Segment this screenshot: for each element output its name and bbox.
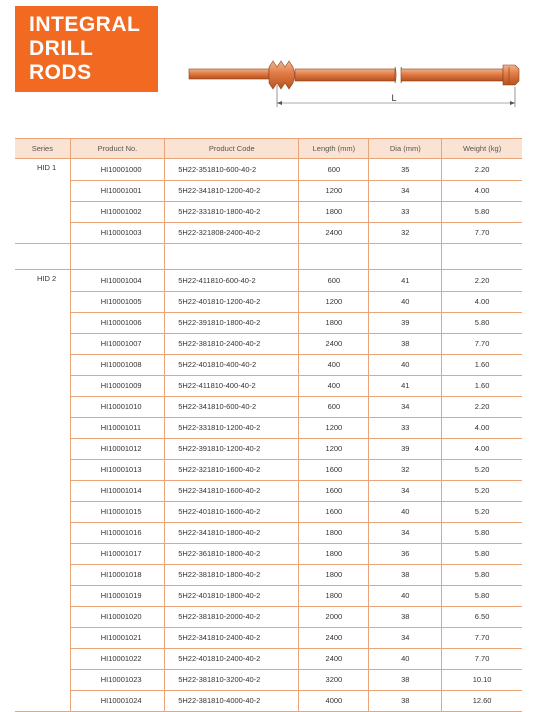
weight-cell: 4.00 — [442, 417, 522, 438]
dia-cell: 32 — [369, 222, 442, 244]
length-cell: 600 — [299, 270, 369, 292]
length-cell: 1600 — [299, 459, 369, 480]
product-no-cell: HI10001013 — [70, 459, 165, 480]
length-cell: 600 — [299, 159, 369, 181]
length-cell: 1600 — [299, 501, 369, 522]
series-cell — [15, 585, 70, 606]
weight-cell: 7.70 — [442, 627, 522, 648]
dia-cell: 39 — [369, 438, 442, 459]
weight-cell: 5.80 — [442, 585, 522, 606]
table-row — [15, 159, 522, 181]
length-cell: 400 — [299, 354, 369, 375]
col-header-dia: Dia (mm) — [369, 139, 442, 159]
product-no-cell: HI10001006 — [70, 312, 165, 333]
col-header-product-no: Product No. — [70, 139, 165, 159]
series-cell — [15, 627, 70, 648]
table-row — [15, 438, 522, 459]
dia-cell: 40 — [369, 291, 442, 312]
series-cell — [15, 354, 70, 375]
length-cell: 1200 — [299, 180, 369, 201]
series-cell — [15, 480, 70, 501]
weight-cell: 2.20 — [442, 396, 522, 417]
length-dimension-label: L — [391, 93, 397, 103]
length-cell: 1200 — [299, 291, 369, 312]
table-row — [15, 627, 522, 648]
col-header-series: Series — [15, 139, 70, 159]
series-cell — [15, 543, 70, 564]
length-cell: 1200 — [299, 417, 369, 438]
dia-cell: 38 — [369, 564, 442, 585]
dia-cell: 40 — [369, 648, 442, 669]
dia-cell: 38 — [369, 333, 442, 354]
drill-rod-spec-table — [15, 138, 522, 712]
weight-cell: 12.60 — [442, 690, 522, 712]
product-no-cell: HI10001012 — [70, 438, 165, 459]
length-cell: 4000 — [299, 690, 369, 712]
table-row — [15, 291, 522, 312]
series-cell — [15, 180, 70, 201]
product-code-cell: 5H22-401810-1600-40-2 — [165, 501, 299, 522]
length-cell: 2400 — [299, 648, 369, 669]
series-cell — [15, 522, 70, 543]
title-line-2: DRILL — [29, 37, 94, 60]
table-row — [15, 333, 522, 354]
weight-cell: 5.20 — [442, 501, 522, 522]
weight-cell: 5.80 — [442, 312, 522, 333]
series-cell — [15, 291, 70, 312]
product-no-cell: HI10001004 — [70, 270, 165, 292]
series-cell: HID 2 — [37, 274, 57, 283]
length-cell: 1200 — [299, 438, 369, 459]
spacer-cell — [369, 244, 442, 270]
series-cell — [15, 333, 70, 354]
dia-cell: 34 — [369, 480, 442, 501]
product-no-cell: HI10001024 — [70, 690, 165, 712]
series-cell — [15, 222, 70, 244]
title-banner — [15, 6, 158, 92]
product-code-cell: 5H22-331810-1800-40-2 — [165, 201, 299, 222]
table-row — [15, 669, 522, 690]
dia-cell: 35 — [369, 159, 442, 181]
product-code-cell: 5H22-341810-1200-40-2 — [165, 180, 299, 201]
dia-cell: 38 — [369, 669, 442, 690]
series-cell: HID 1 — [37, 163, 57, 172]
dia-cell: 40 — [369, 585, 442, 606]
length-cell: 1800 — [299, 564, 369, 585]
weight-cell: 6.50 — [442, 606, 522, 627]
weight-cell: 2.20 — [442, 159, 522, 181]
title-line-3: RODS — [29, 61, 92, 84]
length-cell: 1800 — [299, 312, 369, 333]
product-code-cell: 5H22-341810-2400-40-2 — [165, 627, 299, 648]
table-row — [15, 417, 522, 438]
spacer-cell — [442, 244, 522, 270]
length-cell: 1800 — [299, 543, 369, 564]
product-code-cell: 5H22-341810-600-40-2 — [165, 396, 299, 417]
product-code-cell: 5H22-381810-2400-40-2 — [165, 333, 299, 354]
product-code-cell: 5H22-411810-600-40-2 — [165, 270, 299, 292]
series-cell — [15, 201, 70, 222]
product-no-cell: HI10001002 — [70, 201, 165, 222]
series-cell — [15, 501, 70, 522]
series-cell — [15, 375, 70, 396]
length-cell: 600 — [299, 396, 369, 417]
dia-cell: 38 — [369, 690, 442, 712]
product-no-cell: HI10001001 — [70, 180, 165, 201]
spacer-cell — [15, 244, 70, 270]
product-code-cell: 5H22-401810-400-40-2 — [165, 354, 299, 375]
dia-cell: 34 — [369, 396, 442, 417]
table-row — [15, 585, 522, 606]
product-code-cell: 5H22-381810-3200-40-2 — [165, 669, 299, 690]
series-cell — [15, 312, 70, 333]
length-cell: 2000 — [299, 606, 369, 627]
col-header-product-code: Product Code — [165, 139, 299, 159]
product-code-cell: 5H22-331810-1200-40-2 — [165, 417, 299, 438]
length-cell: 2400 — [299, 222, 369, 244]
title-line-1: INTEGRAL — [29, 13, 141, 36]
length-cell: 1600 — [299, 480, 369, 501]
weight-cell: 5.80 — [442, 201, 522, 222]
table-body — [15, 159, 522, 712]
series-cell — [15, 564, 70, 585]
product-code-cell: 5H22-411810-400-40-2 — [165, 375, 299, 396]
table-row — [15, 543, 522, 564]
product-no-cell: HI10001010 — [70, 396, 165, 417]
product-code-cell: 5H22-321808-2400-40-2 — [165, 222, 299, 244]
table-row — [15, 222, 522, 244]
dia-cell: 34 — [369, 627, 442, 648]
product-code-cell: 5H22-391810-1200-40-2 — [165, 438, 299, 459]
product-code-cell: 5H22-401810-2400-40-2 — [165, 648, 299, 669]
table-row — [15, 690, 522, 712]
table-row — [15, 375, 522, 396]
dia-cell: 41 — [369, 270, 442, 292]
table-row — [15, 648, 522, 669]
product-no-cell: HI10001020 — [70, 606, 165, 627]
product-no-cell: HI10001023 — [70, 669, 165, 690]
weight-cell: 5.80 — [442, 543, 522, 564]
product-code-cell: 5H22-401810-1200-40-2 — [165, 291, 299, 312]
product-no-cell: HI10001018 — [70, 564, 165, 585]
product-no-cell: HI10001021 — [70, 627, 165, 648]
product-no-cell: HI10001011 — [70, 417, 165, 438]
spacer-cell — [165, 244, 299, 270]
weight-cell: 5.80 — [442, 564, 522, 585]
weight-cell: 7.70 — [442, 222, 522, 244]
spacer-cell — [70, 244, 165, 270]
spacer-cell — [299, 244, 369, 270]
product-code-cell: 5H22-321810-1600-40-2 — [165, 459, 299, 480]
weight-cell: 4.00 — [442, 291, 522, 312]
col-header-weight: Weight (kg) — [442, 139, 522, 159]
series-cell — [15, 417, 70, 438]
bit-icon — [503, 65, 519, 85]
length-cell: 3200 — [299, 669, 369, 690]
product-code-cell: 5H22-361810-1800-40-2 — [165, 543, 299, 564]
product-code-cell: 5H22-341810-1600-40-2 — [165, 480, 299, 501]
weight-cell: 7.70 — [442, 648, 522, 669]
table-row — [15, 354, 522, 375]
product-no-cell: HI10001016 — [70, 522, 165, 543]
product-code-cell: 5H22-401810-1800-40-2 — [165, 585, 299, 606]
weight-cell: 1.60 — [442, 375, 522, 396]
weight-cell: 5.80 — [442, 522, 522, 543]
table-row — [15, 501, 522, 522]
weight-cell: 7.70 — [442, 333, 522, 354]
weight-cell: 1.60 — [442, 354, 522, 375]
length-cell: 1800 — [299, 522, 369, 543]
dia-cell: 40 — [369, 354, 442, 375]
dia-cell: 32 — [369, 459, 442, 480]
length-cell: 2400 — [299, 627, 369, 648]
table-row — [15, 396, 522, 417]
weight-cell: 2.20 — [442, 270, 522, 292]
product-code-cell: 5H22-381810-1800-40-2 — [165, 564, 299, 585]
weight-cell: 5.20 — [442, 459, 522, 480]
product-no-cell: HI10001008 — [70, 354, 165, 375]
dia-cell: 33 — [369, 201, 442, 222]
dia-cell: 38 — [369, 606, 442, 627]
dia-cell: 40 — [369, 501, 442, 522]
table-row — [15, 312, 522, 333]
product-no-cell: HI10001015 — [70, 501, 165, 522]
table-row — [15, 480, 522, 501]
table-row — [15, 180, 522, 201]
series-cell — [15, 438, 70, 459]
table-row — [15, 201, 522, 222]
product-no-cell: HI10001009 — [70, 375, 165, 396]
product-code-cell: 5H22-381810-4000-40-2 — [165, 690, 299, 712]
length-cell: 2400 — [299, 333, 369, 354]
table-row — [15, 459, 522, 480]
series-cell — [15, 669, 70, 690]
col-header-length: Length (mm) — [299, 139, 369, 159]
table-row — [15, 564, 522, 585]
product-no-cell: HI10001022 — [70, 648, 165, 669]
dia-cell: 36 — [369, 543, 442, 564]
dia-cell: 34 — [369, 180, 442, 201]
product-code-cell: 5H22-341810-1800-40-2 — [165, 522, 299, 543]
product-code-cell: 5H22-391810-1800-40-2 — [165, 312, 299, 333]
collar-icon — [269, 61, 295, 89]
series-cell — [15, 690, 70, 712]
weight-cell: 4.00 — [442, 180, 522, 201]
dia-cell: 39 — [369, 312, 442, 333]
product-no-cell: HI10001019 — [70, 585, 165, 606]
product-code-cell: 5H22-351810-600-40-2 — [165, 159, 299, 181]
product-code-cell: 5H22-381810-2000-40-2 — [165, 606, 299, 627]
product-no-cell: HI10001017 — [70, 543, 165, 564]
product-no-cell: HI10001014 — [70, 480, 165, 501]
length-cell: 1800 — [299, 201, 369, 222]
drill-rod-diagram — [185, 55, 525, 111]
table-row — [15, 606, 522, 627]
product-no-cell: HI10001007 — [70, 333, 165, 354]
dia-cell: 34 — [369, 522, 442, 543]
length-cell: 1800 — [299, 585, 369, 606]
series-cell — [15, 459, 70, 480]
series-cell — [15, 396, 70, 417]
series-cell — [15, 648, 70, 669]
dia-cell: 33 — [369, 417, 442, 438]
product-no-cell: HI10001003 — [70, 222, 165, 244]
product-no-cell: HI10001000 — [70, 159, 165, 181]
series-cell — [15, 606, 70, 627]
product-no-cell: HI10001005 — [70, 291, 165, 312]
dia-cell: 41 — [369, 375, 442, 396]
weight-cell: 5.20 — [442, 480, 522, 501]
weight-cell: 10.10 — [442, 669, 522, 690]
table-header-row — [15, 139, 522, 159]
table-row — [15, 522, 522, 543]
length-cell: 400 — [299, 375, 369, 396]
weight-cell: 4.00 — [442, 438, 522, 459]
group-spacer-row — [15, 244, 522, 270]
table-row — [15, 270, 522, 292]
